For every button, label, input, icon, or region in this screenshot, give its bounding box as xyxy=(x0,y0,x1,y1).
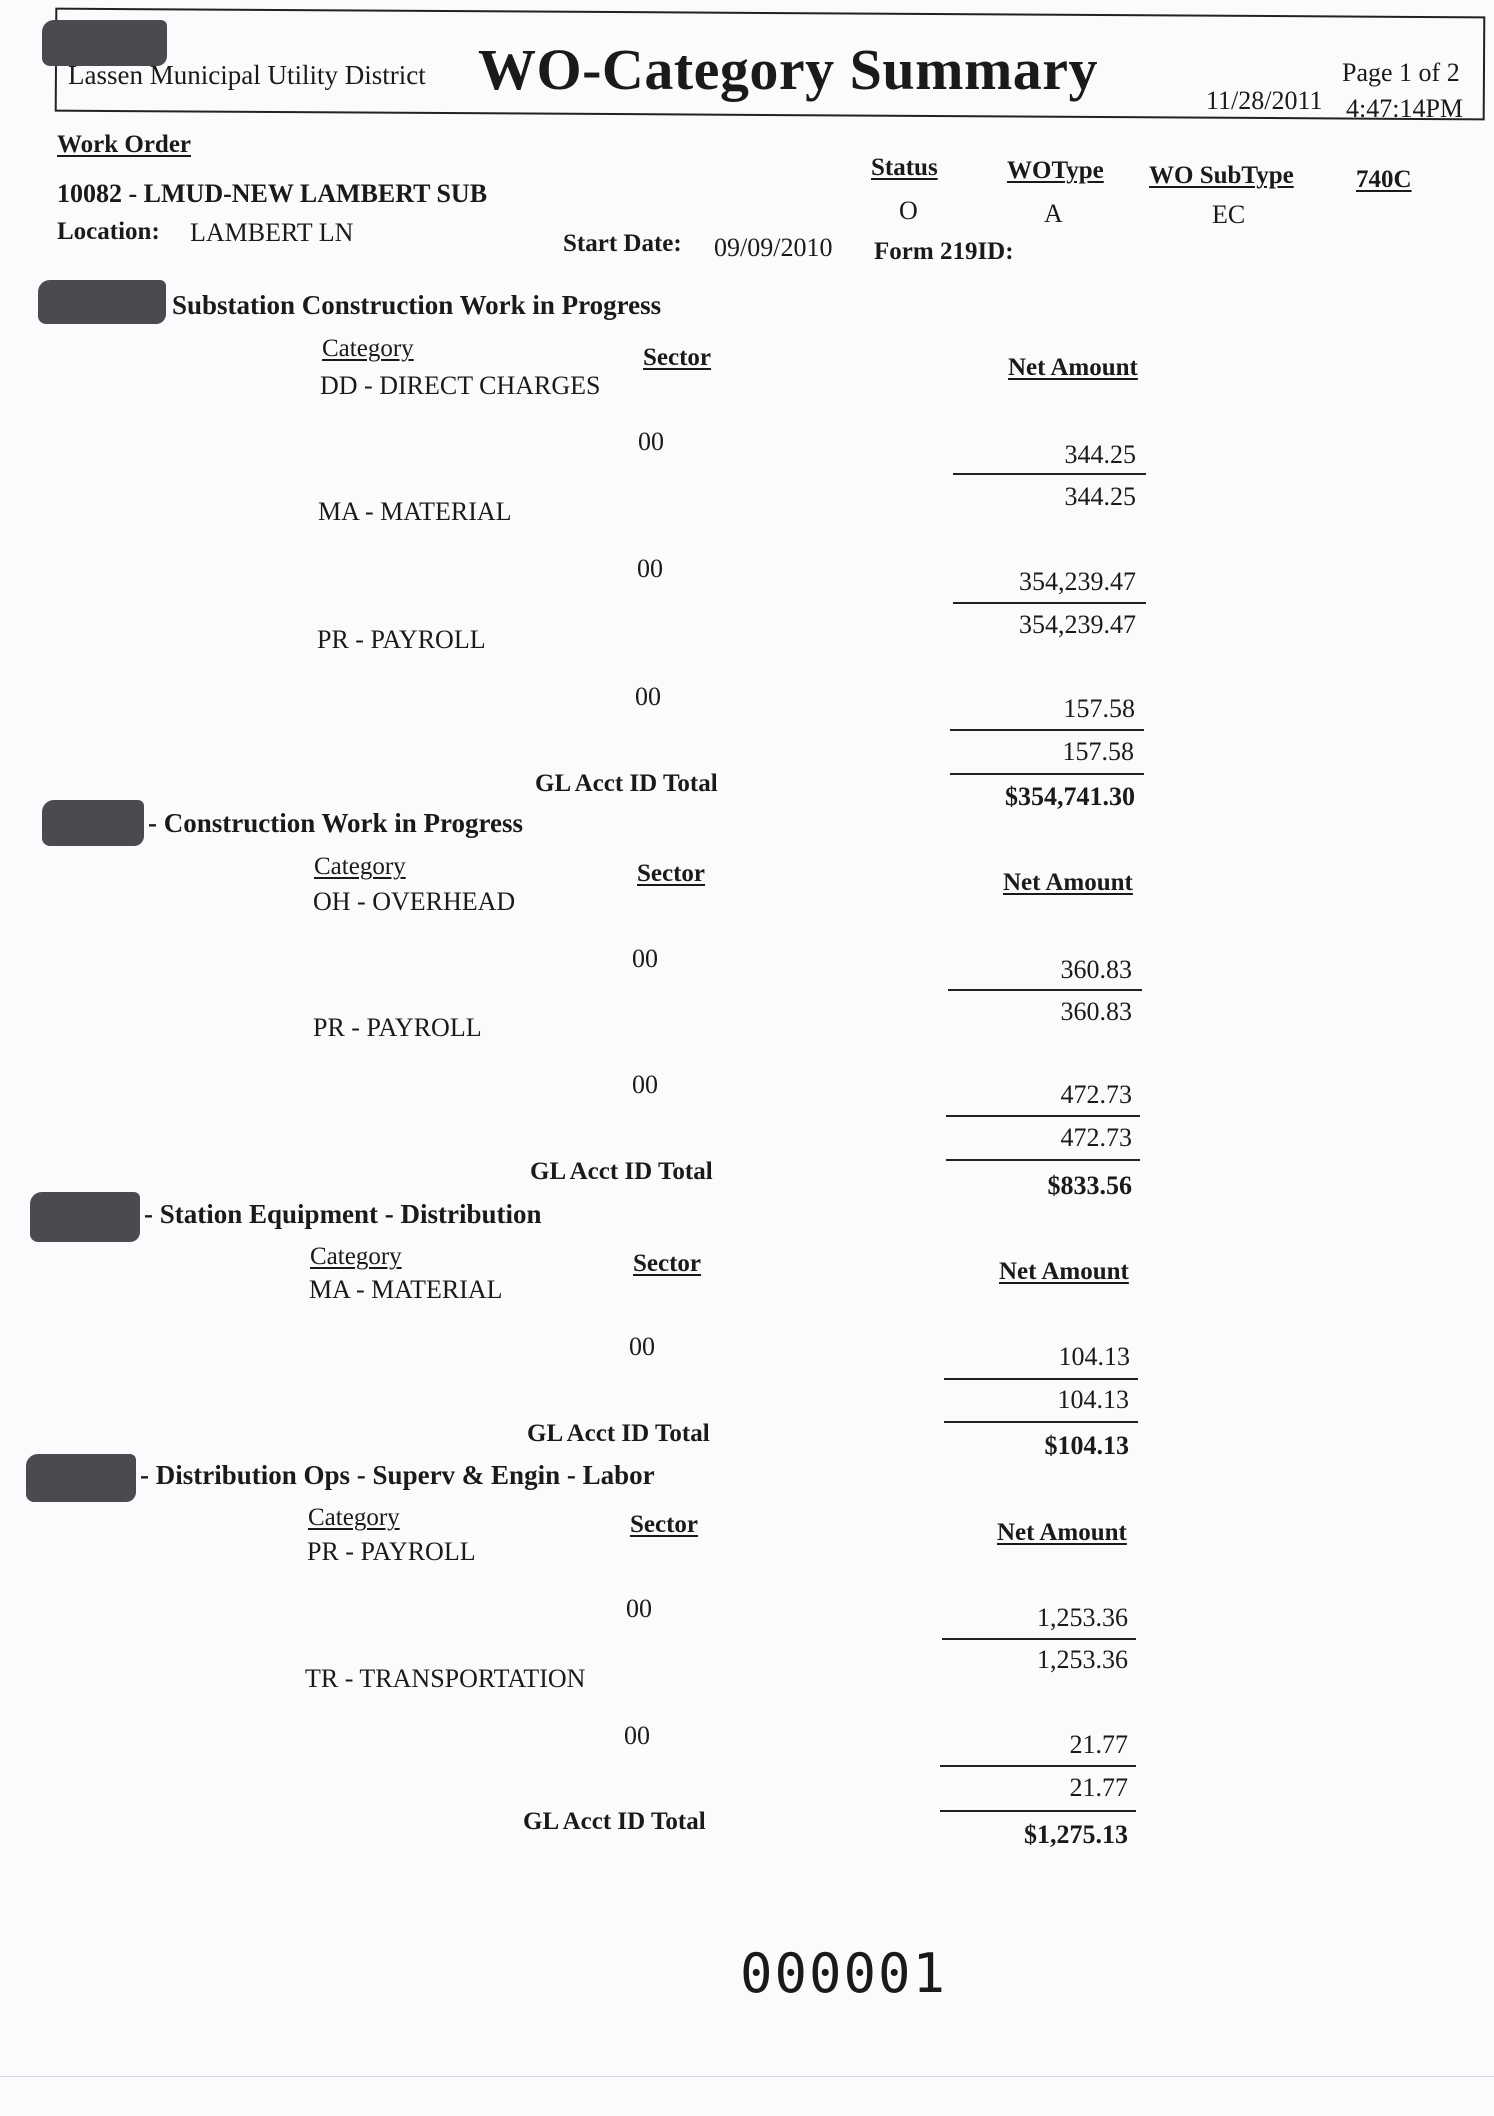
redaction-mark xyxy=(38,280,166,324)
amount-value: 354,239.47 xyxy=(1019,567,1136,596)
wo-code: 740C xyxy=(1356,166,1412,193)
subtotal-value: 354,239.47 xyxy=(1019,610,1136,639)
redaction-mark xyxy=(42,800,144,846)
sector-value: 00 xyxy=(637,554,663,583)
gl-total-label: GL Acct ID Total xyxy=(523,1808,706,1835)
net-amount-header: Net Amount xyxy=(999,1258,1129,1285)
report-time: 4:47:14PM xyxy=(1346,94,1464,123)
wo-subtype-label: WO SubType xyxy=(1149,162,1294,189)
category-name: TR - TRANSPORTATION xyxy=(305,1664,586,1693)
wo-subtype-value: EC xyxy=(1212,200,1246,229)
sector-header: Sector xyxy=(633,1250,702,1277)
amount-value: 360.83 xyxy=(1060,955,1132,984)
start-date-label: Start Date: xyxy=(563,230,682,257)
amount-rule xyxy=(950,729,1144,731)
redaction-mark xyxy=(30,1192,140,1242)
category-name: PR - PAYROLL xyxy=(313,1013,482,1042)
subtotal-value: 157.58 xyxy=(1062,737,1134,766)
page-word: Page xyxy=(1342,58,1393,87)
category-name: PR - PAYROLL xyxy=(307,1537,476,1566)
category-name: DD - DIRECT CHARGES xyxy=(320,371,601,400)
document-stamp: 000001 xyxy=(740,1942,948,2005)
work-order-id: 10082 - LMUD-NEW LAMBERT SUB xyxy=(57,179,488,208)
amount-value: 472.73 xyxy=(1060,1080,1132,1109)
sector-value: 00 xyxy=(638,427,664,456)
work-order-label: Work Order xyxy=(57,131,192,158)
amount-rule xyxy=(953,473,1146,475)
category-name: PR - PAYROLL xyxy=(317,625,486,654)
gl-total-value: $354,741.30 xyxy=(1005,782,1135,811)
category-header: Category xyxy=(308,1504,400,1531)
redaction-mark xyxy=(26,1454,136,1502)
gl-total-value: $833.56 xyxy=(1047,1171,1132,1200)
amount-value: 344.25 xyxy=(1064,440,1136,469)
total-rule xyxy=(946,1159,1140,1161)
total-rule xyxy=(944,1421,1138,1423)
sector-value: 00 xyxy=(632,1070,658,1099)
amount-rule xyxy=(948,989,1142,991)
amount-rule xyxy=(942,1638,1136,1640)
report-title: WO-Category Summary xyxy=(478,37,1099,102)
subtotal-value: 1,253.36 xyxy=(1037,1645,1128,1674)
sector-header: Sector xyxy=(630,1511,699,1538)
sector-header: Sector xyxy=(637,860,706,887)
scan-edge xyxy=(0,2076,1494,2077)
gl-total-value: $1,275.13 xyxy=(1024,1820,1128,1849)
wotype-label: WOType xyxy=(1007,157,1104,184)
status-label: Status xyxy=(871,154,938,181)
form-219id-label: Form 219ID: xyxy=(874,238,1014,265)
total-rule xyxy=(940,1810,1136,1812)
status-value: O xyxy=(899,196,918,225)
section-title: Substation Construction Work in Progress xyxy=(172,290,662,320)
amount-rule xyxy=(953,602,1146,604)
amount-value: 104.13 xyxy=(1058,1342,1130,1371)
sector-value: 00 xyxy=(629,1332,655,1361)
page-of: of 2 xyxy=(1418,58,1460,87)
wotype-value: A xyxy=(1044,199,1063,228)
category-name: MA - MATERIAL xyxy=(309,1275,503,1304)
amount-rule xyxy=(946,1115,1140,1117)
category-header: Category xyxy=(322,335,414,362)
subtotal-value: 344.25 xyxy=(1064,482,1136,511)
subtotal-value: 104.13 xyxy=(1057,1385,1129,1414)
location-value: LAMBERT LN xyxy=(190,218,354,247)
section-title: - Construction Work in Progress xyxy=(148,808,524,838)
report-date: 11/28/2011 xyxy=(1206,86,1323,115)
sector-value: 00 xyxy=(632,944,658,973)
sector-value: 00 xyxy=(624,1721,650,1750)
amount-rule xyxy=(944,1378,1138,1380)
subtotal-value: 472.73 xyxy=(1060,1123,1132,1152)
net-amount-header: Net Amount xyxy=(997,1519,1127,1546)
net-amount-header: Net Amount xyxy=(1003,869,1133,896)
amount-value: 1,253.36 xyxy=(1037,1603,1128,1632)
gl-total-label: GL Acct ID Total xyxy=(535,770,718,797)
gl-total-value: $104.13 xyxy=(1044,1431,1129,1460)
category-header: Category xyxy=(310,1243,402,1270)
section-title: - Station Equipment - Distribution xyxy=(144,1199,542,1229)
sector-value: 00 xyxy=(635,682,661,711)
org-name: Lassen Municipal Utility District xyxy=(68,60,426,90)
net-amount-header: Net Amount xyxy=(1008,354,1138,381)
category-name: OH - OVERHEAD xyxy=(313,887,516,916)
subtotal-value: 360.83 xyxy=(1060,997,1132,1026)
amount-value: 21.77 xyxy=(1069,1730,1128,1759)
sector-value: 00 xyxy=(626,1594,652,1623)
category-name: MA - MATERIAL xyxy=(318,497,512,526)
gl-total-label: GL Acct ID Total xyxy=(530,1158,713,1185)
sector-header: Sector xyxy=(643,344,712,371)
start-date-value: 09/09/2010 xyxy=(714,233,833,262)
category-header: Category xyxy=(314,853,406,880)
subtotal-value: 21.77 xyxy=(1069,1773,1128,1802)
amount-rule xyxy=(940,1765,1136,1767)
amount-value: 157.58 xyxy=(1063,694,1135,723)
section-title: - Distribution Ops - Superv & Engin - Labor xyxy=(140,1460,655,1490)
page-number: 1 xyxy=(1399,58,1413,87)
total-rule xyxy=(950,773,1144,775)
gl-total-label: GL Acct ID Total xyxy=(527,1420,710,1447)
location-label: Location: xyxy=(57,218,160,245)
page-indicator xyxy=(1342,58,1460,88)
